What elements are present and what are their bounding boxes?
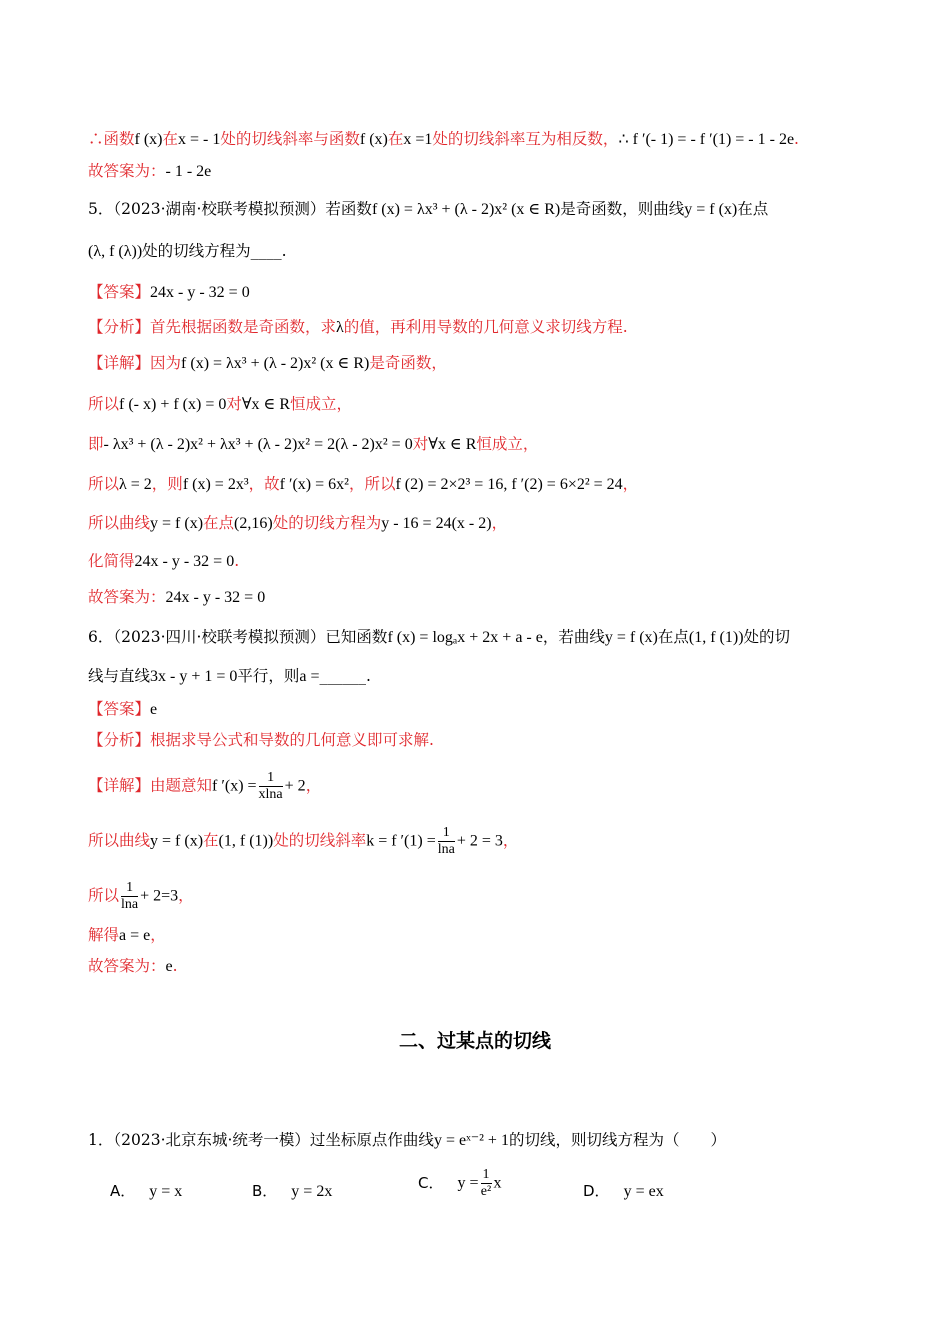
question-5-detail: 【详解】因为f (x) = λx³ + (λ - 2)x² (x ∈ R)是奇函数， (88, 354, 447, 372)
question-6-step-2: 所以 $\frac{1}{\ln a}$ + 2=3， (88, 880, 194, 912)
option-a[interactable]: A． y = x (110, 1182, 183, 1200)
question-5-step-4: 所以曲线y = f (x)在点(2,16)处的切线方程为y - 16 = 24(x - 2)， (88, 514, 508, 532)
question-6-detail: 【详解】由题意知f ′(x) = $\frac{1}{xlna}$ + 2， (88, 770, 322, 802)
question-6-step-3: 解得a = e， (88, 926, 166, 944)
question-5-stem: 5．（2023·湖南·校联考模拟预测）若函数f (x) = λx³ + (λ - 2)x² (x ∈ R)是奇函数，则曲线y = f (x)在点 (88, 200, 769, 218)
question-6-analysis: 【分析】根据求导公式和导数的几何意义即可求解. (88, 731, 434, 749)
question-5-final: 故答案为：24x - y - 32 = 0 (88, 588, 266, 606)
question-5-answer: 【答案】24x - y - 32 = 0 (88, 283, 250, 301)
question-5-step-3: 所以λ = 2，则f (x) = 2x³，故f ′(x) = 6x²，所以f (2) = 2×2³ = 16, f ′(2) = 6×2² = 24， (88, 475, 639, 493)
option-d[interactable]: D． y = ex (583, 1182, 664, 1200)
option-c[interactable]: C． y = $\frac{1}{\text{e²}}$ x (418, 1167, 502, 1199)
question-5-step-2: 即- λx³ + (λ - 2)x² + λx³ + (λ - 2)x² = 2(λ - 2)x² = 0对∀x ∈ R恒成立， (88, 435, 539, 453)
fraction: $\frac{1}{\ln a}$ (121, 880, 139, 912)
question-6-answer: 【答案】e (88, 700, 158, 718)
question-5-step-5: 化简得24x - y - 32 = 0. (88, 552, 240, 570)
fraction: $\frac{1}{xlna}$ (258, 770, 283, 802)
fraction: $\frac{1}{\text{e²}}$ (480, 1167, 492, 1199)
question-5-analysis: 【分析】首先根据函数是奇函数，求λ的值，再利用导数的几何意义求切线方程. (88, 318, 628, 336)
question-6-stem-cont: 线与直线3x - y + 1 = 0平行，则a =______. (88, 667, 371, 685)
answer-line-prev: 故答案为：- 1 - 2e (88, 162, 212, 180)
question-5-step-1: 所以f (- x) + f (x) = 0对∀x ∈ R恒成立， (88, 395, 353, 413)
text-line-slope-opposite: ∴函数f (x)在x = - 1处的切线斜率与函数f (x)在x =1处的切线斜率互为相反数，∴ f ′(- 1) = - f ′(1) = - 1 - 2e. (88, 130, 799, 148)
option-b[interactable]: B． y = 2x (252, 1182, 333, 1200)
section-title: 二、过某点的切线 (398, 1030, 551, 1052)
question-1-stem: 1．（2023·北京东城·统考一模）过坐标原点作曲线y = eˣ⁻² + 1的切线，则切线方程为（ ） (88, 1131, 726, 1149)
fraction: $\frac{1}{\ln a}$ (437, 825, 455, 857)
question-6-step-1: 所以曲线y = f (x)在(1, f (1))处的切线斜率k = f ′(1) = $\frac{1}{\ln a}$ + 2 = 3， (88, 825, 519, 857)
question-5-stem-cont: (λ, f (λ))处的切线方程为____. (88, 242, 287, 260)
question-6-final: 故答案为：e. (88, 957, 178, 975)
question-6-stem: 6．（2023·四川·校联考模拟预测）已知函数f (x) = logₐx + 2x + a - e，若曲线y = f (x)在点(1, f (1))处的切 (88, 628, 791, 646)
